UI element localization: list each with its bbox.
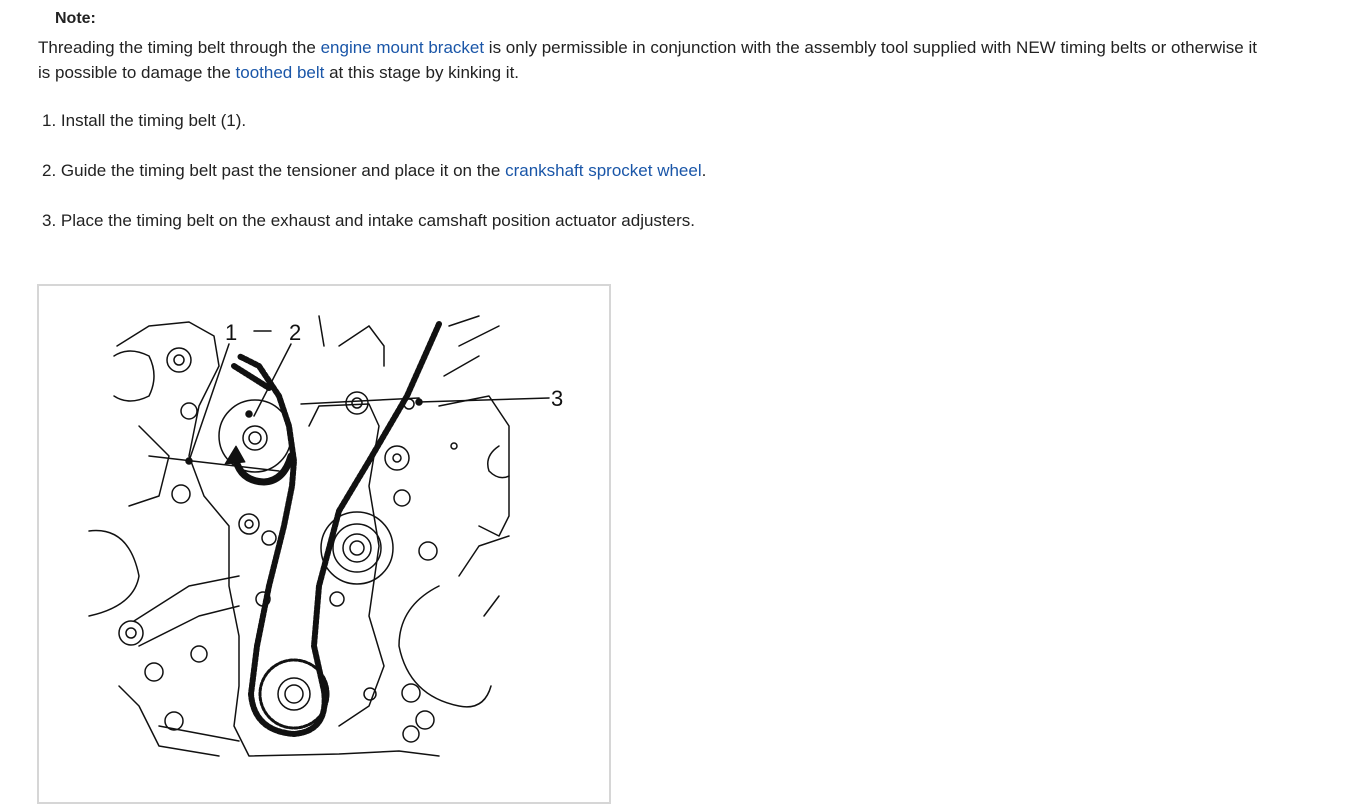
toothed-belt-link[interactable]: toothed belt [235, 63, 325, 82]
step-2-text-end: . [701, 161, 707, 180]
callout-3-label: 3 [551, 386, 564, 411]
engine-mount-bracket-link[interactable]: engine mount bracket [320, 38, 485, 57]
step-2-text: 2. Guide the timing belt past the tensioner and place it on the [42, 161, 506, 180]
idler-pulley [385, 446, 409, 470]
step-3: 3. Place the timing belt on the exhaust and intake camshaft position actuator adjusters. [42, 211, 695, 230]
step-1: 1. Install the timing belt (1). [42, 111, 247, 130]
callout-1-leader [189, 344, 229, 461]
crankshaft-sprocket-wheel-link[interactable]: crankshaft sprocket wheel [505, 161, 702, 180]
note-text-part: is only permissible in conjunction with the assembly tool supplied with NEW timing belts or otherwise it is possible to damage the [38, 38, 1257, 82]
callout-1-label: 1 [225, 320, 238, 345]
note-text-part: Threading the timing belt through the [38, 38, 321, 57]
step-2 [42, 161, 706, 181]
timing-belt-figure [37, 284, 611, 804]
note-heading: Note: [55, 10, 96, 27]
timing-belt-diagram [39, 286, 611, 804]
callout-3-leader [419, 398, 549, 402]
note-text [38, 35, 1268, 85]
note-text-part: at this stage by kinking it. [324, 63, 520, 82]
callout-2-label: 2 [289, 320, 302, 345]
